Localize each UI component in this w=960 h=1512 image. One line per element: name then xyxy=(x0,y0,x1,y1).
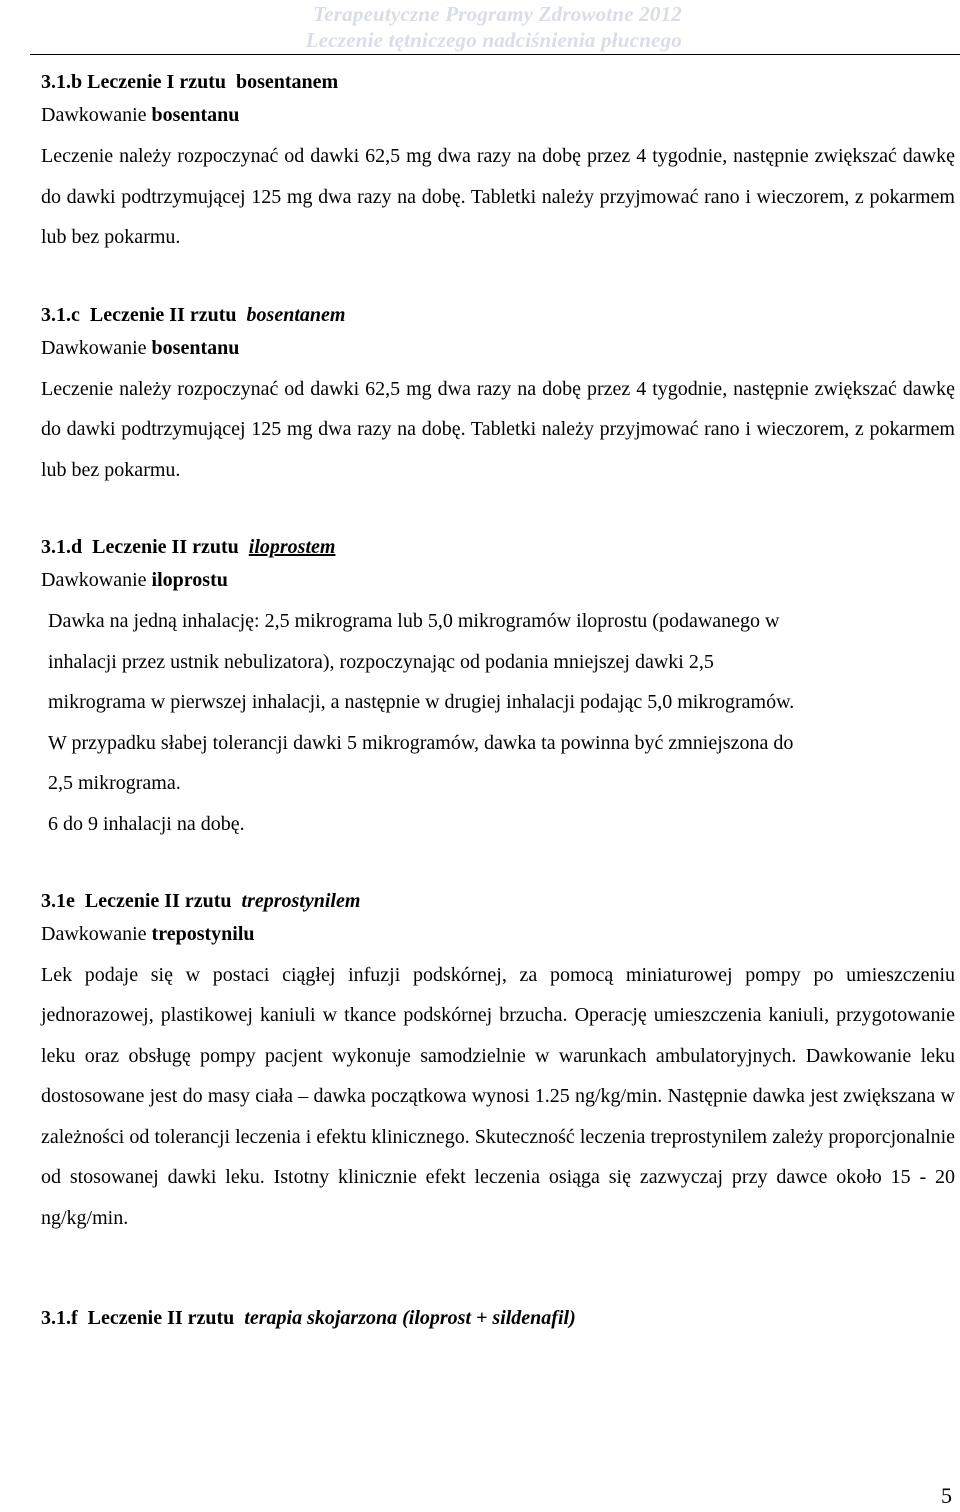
dosing-drug: trepostynilu xyxy=(151,922,255,945)
section-number: 3.1.c xyxy=(41,303,80,326)
section-drug: treprostynilem xyxy=(241,889,361,912)
text-line: 2,5 mikrograma. xyxy=(48,772,181,795)
document-body xyxy=(41,66,955,1334)
dosing-drug: bosentanu xyxy=(151,336,240,359)
text-line: Dawka na jedną inhalację: 2,5 mikrograma lub 5,0 mikrogramów iloprostu (podawanego w xyxy=(48,610,780,632)
dosing-text xyxy=(41,601,955,845)
dosing-subheading xyxy=(41,331,955,365)
section-title: Leczenie II rzutu xyxy=(89,303,237,326)
section-3-1-b xyxy=(41,66,955,258)
section-drug: terapia skojarzona (iloprost + sildenafil) xyxy=(244,1307,576,1330)
dosing-subheading xyxy=(41,917,955,951)
header-program-title: Terapeutyczne Programy Zdrowotne 2012 xyxy=(313,2,682,26)
section-title: Leczenie II rzutu xyxy=(92,536,239,558)
text-line: W przypadku słabej tolerancji dawki 5 mikrogramów, dawka ta powinna być zmniejszona do xyxy=(48,731,794,754)
dosing-text: Leczenie należy rozpoczynać od dawki 62,5 mg dwa razy na dobę przez 4 tygodnie, następnie zwiększać dawkę do dawki podtrzymującej 125 mg dwa razy na dobę. Tabletki należy przyjmować rano i wieczorem, z pokarmem lub bez pokarmu. xyxy=(41,145,955,248)
section-number: 3.1.b xyxy=(41,71,83,93)
dosing-drug: iloprostu xyxy=(151,569,228,591)
dosing-drug: bosentanu xyxy=(151,104,240,126)
section-3-1-f xyxy=(41,1302,955,1334)
header-program-subtitle: Leczenie tętniczego nadciśnienia płucnego xyxy=(305,28,682,52)
section-drug: iloprostem xyxy=(248,536,336,558)
section-drug: bosentanem xyxy=(235,71,339,93)
text-line: inhalacji przez ustnik nebulizatora), rozpoczynając od podania mniejszej dawki 2,5 xyxy=(48,650,714,673)
section-3-1-c xyxy=(41,299,955,491)
section-number: 3.1.f xyxy=(41,1307,78,1330)
page-number: 5 xyxy=(941,1483,952,1508)
section-number: 3.1e xyxy=(41,889,75,912)
section-title: Leczenie II rzutu xyxy=(87,1307,235,1330)
dosing-subheading xyxy=(41,98,955,132)
section-title: Leczenie I rzutu xyxy=(87,71,226,93)
section-number: 3.1.d xyxy=(41,536,83,558)
dosing-text: Leczenie należy rozpoczynać od dawki 62,5 mg dwa razy na dobę przez 4 tygodnie, następnie zwiększać dawkę do dawki podtrzymującej 125 mg dwa razy na dobę. Tabletki należy przyjmować rano i wieczorem, z pokarmem lub bez pokarmu. xyxy=(41,377,955,481)
dosing-label: Dawkowanie xyxy=(41,104,147,126)
section-3-1-d xyxy=(41,531,955,845)
section-3-1-e xyxy=(41,885,955,1239)
section-heading xyxy=(41,531,955,563)
header-divider xyxy=(30,54,960,55)
dosing-subheading xyxy=(41,563,955,597)
running-header xyxy=(0,0,960,56)
section-heading xyxy=(41,1302,955,1334)
section-heading xyxy=(41,885,955,917)
section-title: Leczenie II rzutu xyxy=(84,889,232,912)
text-line: mikrograma w pierwszej inhalacji, a następnie w drugiej inhalacji podając 5,0 mikrogramów. xyxy=(48,691,795,714)
section-drug: bosentanem xyxy=(246,303,346,326)
section-heading xyxy=(41,299,955,331)
dosing-text: Lek podaje się w postaci ciągłej infuzji podskórnej, za pomocą miniaturowej pompy po umieszczeniu jednorazowej, plastikowej kaniuli w tkance podskórnej brzucha. Operację umieszczenia kaniuli, przygotowanie leku oraz obsługę pompy pacjent wykonuje samodzielnie w warunkach ambulatoryjnych. Dawkowanie leku dostosowane jest do masy ciała – dawka początkowa wynosi 1.25 ng/kg/min. Następnie dawka jest zwiększana w zależności od tolerancji leczenia i efektu klinicznego. Skuteczność leczenia treprostynilem zależy proporcjonalnie od stosowanej dawki leku. Istotny klinicznie efekt leczenia osiąga się zazwyczaj przy dawce około 15 - 20 ng/kg/min. xyxy=(41,963,955,1229)
dosing-label: Dawkowanie xyxy=(41,336,147,359)
section-heading xyxy=(41,66,955,98)
text-line: 6 do 9 inhalacji na dobę. xyxy=(48,812,245,835)
dosing-label: Dawkowanie xyxy=(41,922,147,945)
dosing-label: Dawkowanie xyxy=(41,569,147,591)
